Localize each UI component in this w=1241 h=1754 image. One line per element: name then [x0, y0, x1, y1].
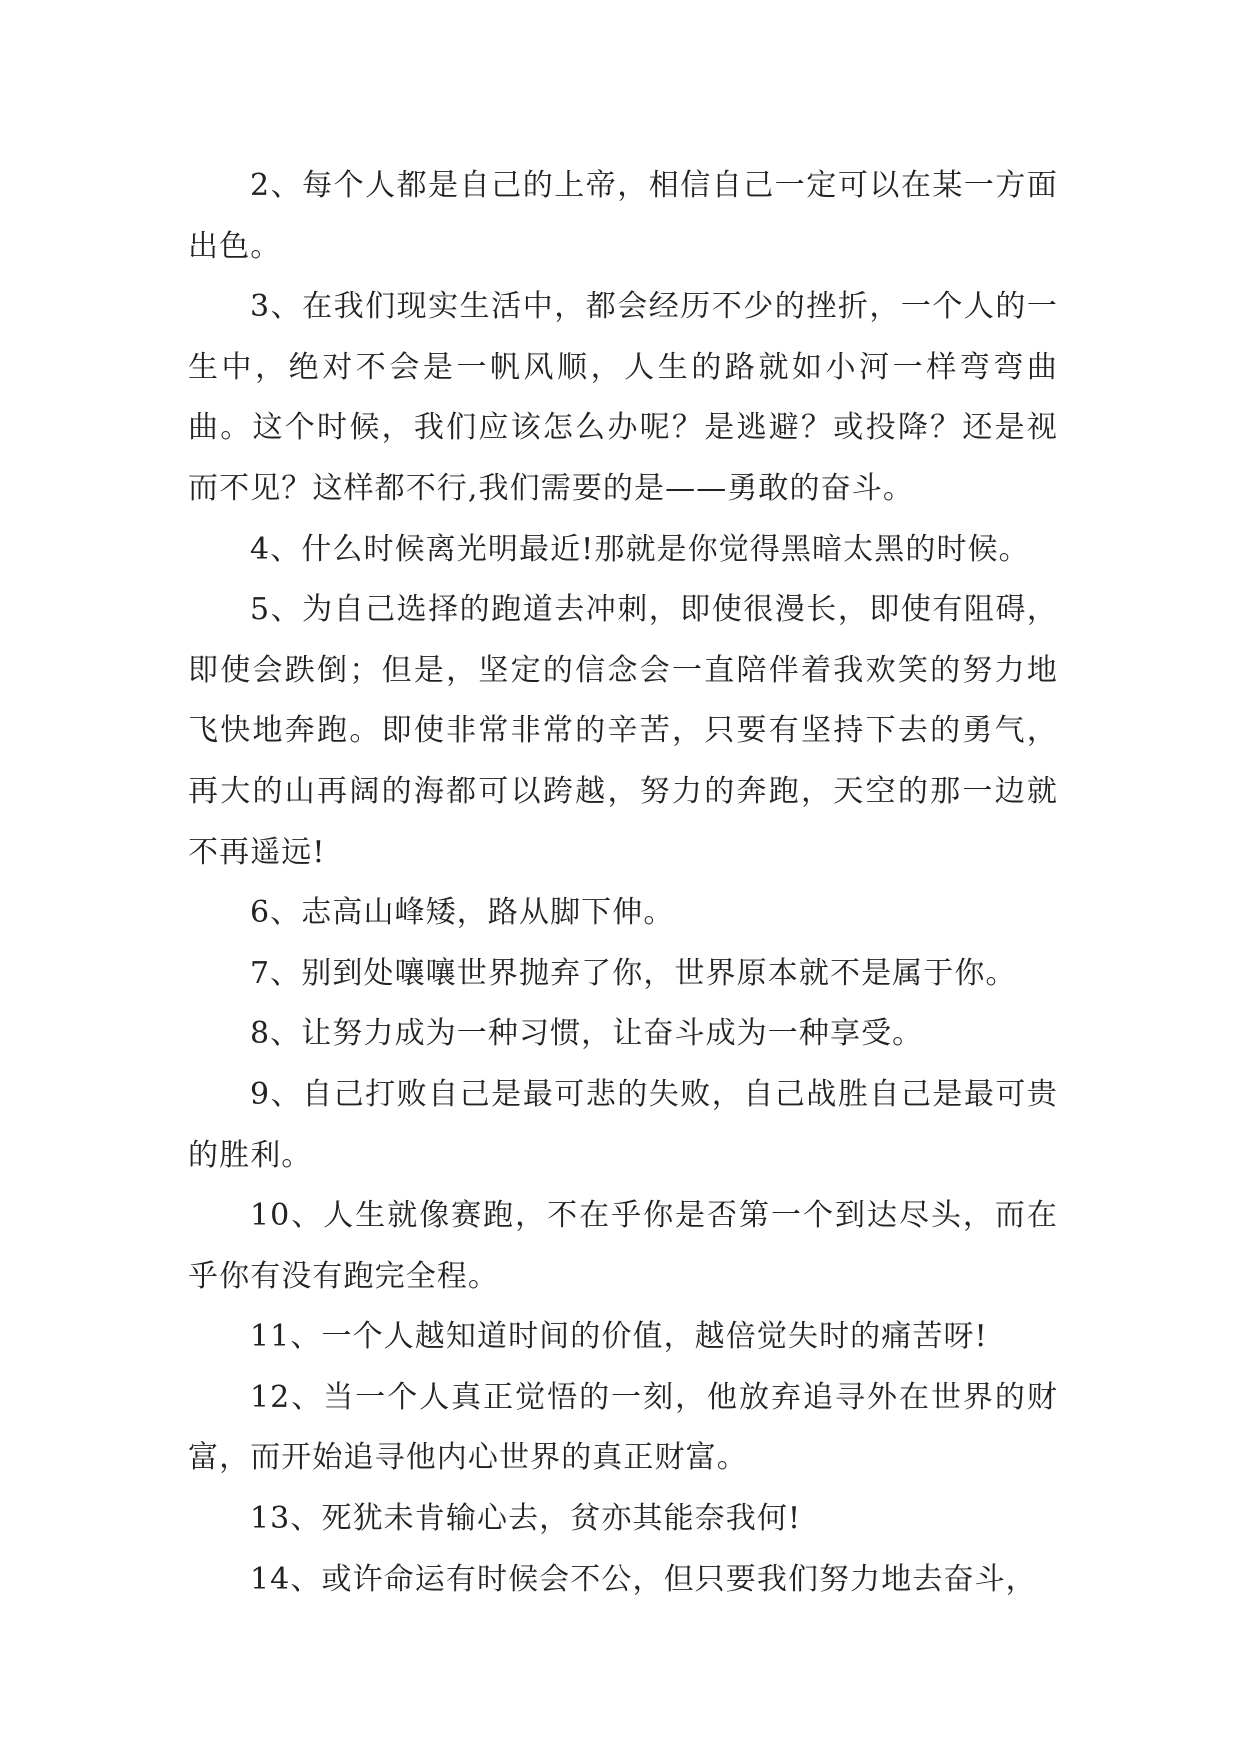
paragraph-9: 9、自己打败自己是最可悲的失败，自己战胜自己是最可贵的胜利。 [188, 1076, 1058, 1173]
paragraph-13: 13、死犹未肯输心去，贫亦其能奈我何! [250, 1501, 802, 1537]
paragraph-14: 14、或许命运有时候会不公，但只要我们努力地去奋斗， [250, 1561, 1037, 1597]
paragraph-7: 7、别到处嚷嚷世界抛弃了你，世界原本就不是属于你。 [250, 955, 1017, 991]
paragraph-6: 6、志高山峰矮，路从脚下伸。 [250, 895, 675, 931]
paragraph-12: 12、当一个人真正觉悟的一刻，他放弃追寻外在世界的财富，而开始追寻他内心世界的真正财富。 [188, 1379, 1058, 1476]
document-body [188, 156, 1058, 1610]
paragraph-11: 11、一个人越知道时间的价值，越倍觉失时的痛苦呀! [250, 1319, 988, 1355]
paragraph-5: 5、为自己选择的跑道去冲刺，即使很漫长，即使有阻碍，即使会跌倒；但是，坚定的信念会一直陪伴着我欢笑的努力地飞快地奔跑。即使非常非常的辛苦，只要有坚持下去的勇气，再大的山再阔的海都可以跨越，努力的奔跑，天空的那一边就不再遥远! [188, 592, 1058, 870]
paragraph-4: 4、什么时候离光明最近!那就是你觉得黑暗太黑的时候。 [250, 531, 1030, 567]
paragraph-10: 10、人生就像赛跑，不在乎你是否第一个到达尽头，而在乎你有没有跑完全程。 [188, 1198, 1058, 1294]
paragraph-8: 8、让努力成为一种习惯，让奋斗成为一种享受。 [250, 1016, 924, 1052]
paragraph-2: 2、每个人都是自己的上帝，相信自己一定可以在某一方面出色。 [188, 168, 1058, 264]
paragraph-3: 3、在我们现实生活中，都会经历不少的挫折，一个人的一生中，绝对不会是一帆风顺，人生的路就如小河一样弯弯曲曲。这个时候，我们应该怎么办呢？是逃避？或投降？还是视而不见？这样都不行,我们需要的是——勇敢的奋斗。 [188, 289, 1058, 506]
